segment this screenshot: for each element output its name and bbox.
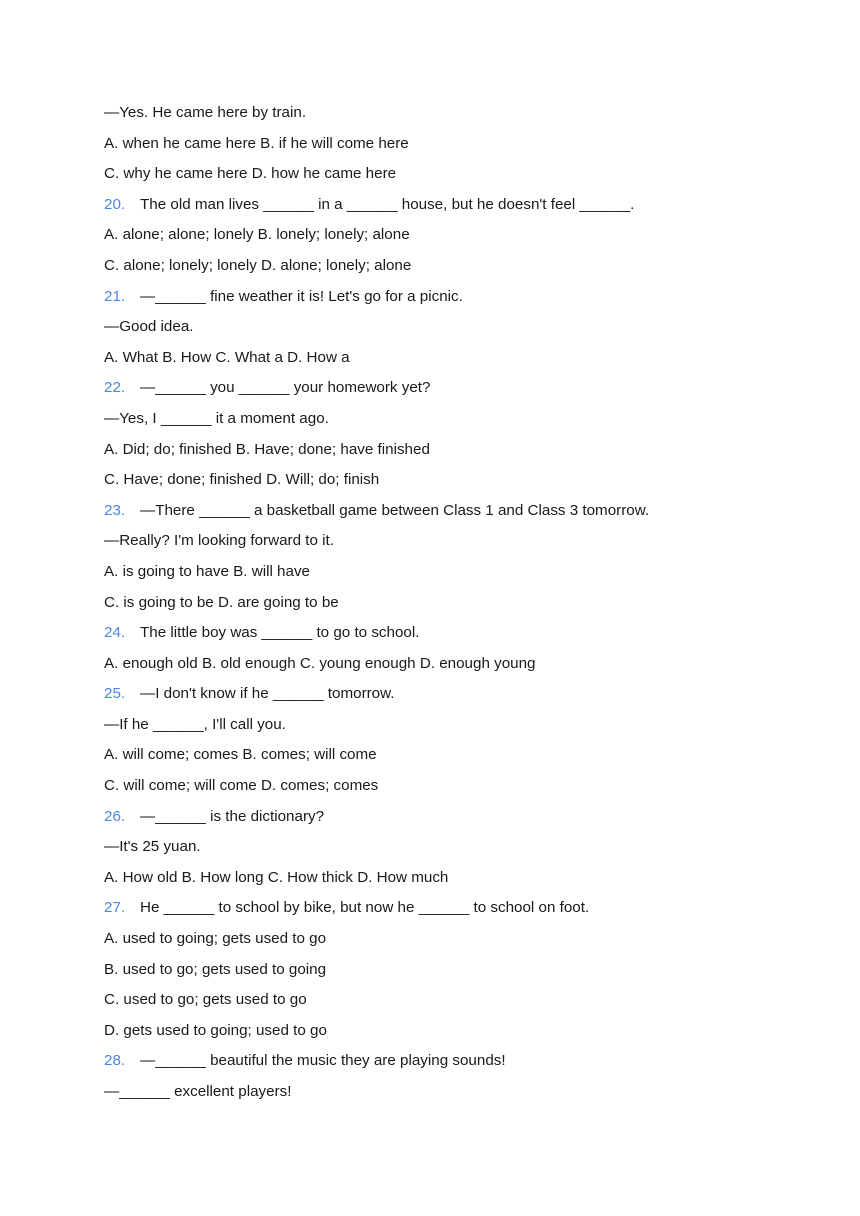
question-number: 20. (104, 195, 126, 213)
question-22 (104, 373, 804, 404)
dialogue-line: —Yes, I ______ it a moment ago. (104, 409, 329, 427)
answer-options-line: C. alone; lonely; lonely D. alone; lonely; alone (104, 256, 412, 274)
dialogue-line: —______ excellent players! (104, 1083, 292, 1100)
answer-options-line: B. used to go; gets used to going (104, 960, 327, 978)
answer-options-line: C. why he came here D. how he came here (104, 165, 397, 183)
question-24 (104, 618, 804, 649)
question-25 (104, 679, 804, 710)
question-number: 27. (104, 899, 126, 917)
answer-options-line: A. enough old B. old enough C. young enough D. enough young (104, 654, 536, 672)
dialogue-line: —If he ______, I'll call you. (104, 715, 286, 733)
question-text: —______ beautiful the music they are playing sounds! (140, 1052, 506, 1070)
question-number: 21. (104, 287, 126, 305)
question-number: 22. (104, 379, 126, 397)
question-number: 23. (104, 501, 126, 519)
answer-options-line: C. used to go; gets used to go (104, 991, 307, 1009)
answer-options-line: A. How old B. How long C. How thick D. How much (104, 868, 449, 886)
question-26 (104, 802, 804, 833)
dialogue-line: —Really? I'm looking forward to it. (104, 532, 334, 550)
question-number: 28. (104, 1052, 126, 1070)
question-text: —______ fine weather it is! Let's go for a picnic. (140, 287, 463, 305)
question-20 (104, 190, 804, 221)
question-text: —There ______ a basketball game between Class 1 and Class 3 tomorrow. (140, 501, 650, 519)
answer-options-line: D. gets used to going; used to go (104, 1021, 327, 1039)
question-text: The old man lives ______ in a ______ house, but he doesn't feel ______. (140, 195, 635, 213)
answer-options-line: A. when he came here B. if he will come here (104, 134, 409, 152)
question-text: —______ you ______ your homework yet? (140, 379, 431, 397)
answer-options-line: C. Have; done; finished D. Will; do; finish (104, 471, 380, 489)
answer-options-line: A. Did; do; finished B. Have; done; have finished (104, 440, 430, 458)
dialogue-line: —Good idea. (104, 318, 194, 336)
question-27 (104, 893, 804, 924)
question-number: 25. (104, 685, 126, 703)
question-text: —______ is the dictionary? (140, 807, 325, 825)
answer-options-line: A. used to going; gets used to go (104, 930, 327, 948)
answer-options-line: A. will come; comes B. comes; will come (104, 746, 377, 764)
question-text: —I don't know if he ______ tomorrow. (140, 685, 395, 703)
answer-options-line: A. What B. How C. What a D. How a (104, 348, 350, 366)
question-number: 24. (104, 624, 126, 642)
answer-options-line: C. will come; will come D. comes; comes (104, 777, 379, 795)
document-page (104, 98, 804, 1108)
question-text: He ______ to school by bike, but now he ______ to school on foot. (140, 899, 590, 917)
answer-options-line: C. is going to be D. are going to be (104, 593, 339, 611)
question-28 (104, 1046, 804, 1077)
text-line: —Yes. He came here by train. (104, 104, 307, 121)
question-number: 26. (104, 807, 126, 825)
answer-options-line: A. is going to have B. will have (104, 562, 310, 580)
answer-options-line: A. alone; alone; lonely B. lonely; lonely; alone (104, 226, 410, 244)
dialogue-line: —It's 25 yuan. (104, 838, 201, 856)
question-text: The little boy was ______ to go to school. (140, 624, 420, 642)
question-23 (104, 496, 804, 527)
question-21 (104, 282, 804, 313)
